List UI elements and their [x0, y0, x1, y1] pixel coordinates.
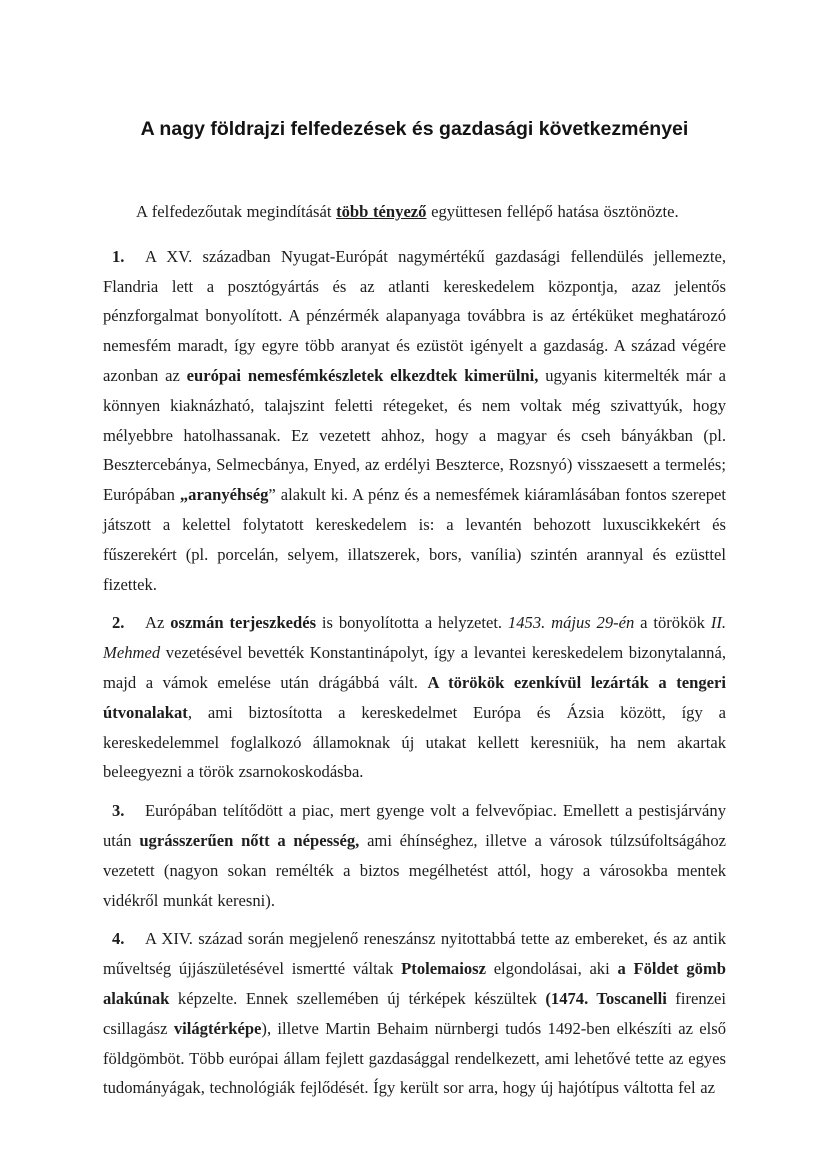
text-run: II. Mehmed — [103, 613, 727, 663]
text-run: A törökök ezenkívül lezárták a tengeri útvonalakat — [103, 672, 726, 722]
paragraph-number: 4. — [112, 929, 125, 949]
text-run: firenzei csillagász — [103, 988, 726, 1038]
paragraph-4 — [103, 924, 726, 1103]
text-run: ” alakult ki. A pénz és a nemesfémek kiáramlásában fontos szerepet játszott a kelettel folytatott kereskedelem is: a levantén behozott luxuscikkekért és fűszerekért (pl. porcelán, selyem, illatszerek, bors, vanília) szintén arannyal és ezüsttel fizettek. — [103, 485, 726, 594]
text-run: (1474. Toscanelli — [545, 988, 667, 1008]
text-run: A XV. században Nyugat-Európát nagymértékű gazdasági fellendülés jellemezte, Flandria lett a posztógyártás és az atlanti kereskedelem központja, azaz jelentős pénzforgalmat bonyolított. A pénzérmék alapanyaga továbbra is az értéküket meghatározó nemesfém maradt, így egyre több aranyat és ezüstöt igényelt a gazdaság. A század végére azonban az — [103, 246, 726, 385]
paragraph-number: 2. — [112, 613, 125, 633]
text-run: 1453. május 29-én — [507, 613, 635, 633]
text-run: együttesen fellépő hatása ösztönözte. — [426, 202, 679, 221]
paragraph-2 — [103, 608, 726, 787]
text-run: ami éhínséghez, illetve a városok túlzsúfoltságához vezetett (nagyon sokan remélték a biztos megélhetést attól, hogy a városokba mentek vidékről munkát keresni). — [103, 830, 726, 910]
text-run: „aranyéhség — [179, 485, 269, 505]
text-run: ugyanis kitermelték már a könnyen kiaknázható, talajszint feletti rétegeket, és nem voltak még szivattyúk, hogy mélyebbre hatolhassanak. Ez vezetett ahhoz, hogy a magyar és cseh bányákban (pl. Besztercebánya, Selmecbánya, Enyed, az erdélyi Beszterce, Rozsnyó) visszaesett a termelés; Európában — [103, 365, 726, 505]
text-run: Az — [145, 613, 171, 633]
text-run: világtérképe — [173, 1018, 262, 1038]
document-title: A nagy földrajzi felfedezések és gazdasági következményei — [140, 118, 689, 140]
text-run: Ptolemaiosz — [401, 959, 486, 979]
text-run: ugrásszerűen nőtt a népesség, — [139, 830, 360, 850]
text-run: több tényező — [336, 202, 427, 221]
text-run: , ami biztosította a kereskedelmet Európa és Ázsia között, így a kereskedelemmel foglalkozó államoknak új utakat kellett keresniük, ha nem akartak beleegyezni a török zsarnokoskodásba. — [103, 702, 726, 782]
intro-paragraph — [103, 197, 726, 227]
text-run: vezetésével bevették Konstantinápolyt, így a levantei kereskedelem bizonytalanná, majd a vámok emelése után drágábbá vált. — [103, 643, 726, 692]
text-run: Európában telítődött a piac, mert gyenge volt a felvevőpiac. Emellett a pestisjárvány után — [103, 801, 726, 850]
text-run: a Földet gömb alakúnak — [103, 959, 726, 1008]
paragraph-number: 1. — [112, 246, 125, 266]
text-run: ), illetve Martin Behaim nürnbergi tudós 1492-ben elkészíti az első földgömböt. Több európai állam fejlett gazdasággal rendelkezett, ami lehetővé tette az egyes tudományágak, technológiák fejlődését. Így került sor arra, hogy új hajótípus váltotta fel az — [103, 1018, 726, 1098]
text-run: is bonyolította a helyzetet. — [316, 613, 508, 633]
text-run: elgondolásai, aki — [485, 959, 618, 979]
paragraph-1 — [103, 242, 726, 600]
paragraph-3 — [103, 796, 726, 915]
text-run: A XIV. század során megjelenő reneszánsz nyitottabbá tette az embereket, és az antik műveltség újjászületésével ismertté váltak — [103, 929, 726, 979]
text-run: európai nemesfémkészletek elkezdtek kimerülni, — [186, 365, 539, 385]
text-run: képzelte. Ennek szellemében új térképek készültek — [169, 988, 546, 1008]
text-run: a törökök — [634, 613, 711, 633]
paragraph-number: 3. — [112, 801, 125, 821]
text-run: oszmán terjeszkedés — [170, 613, 317, 633]
text-run: A felfedezőutak megindítását — [136, 202, 337, 221]
